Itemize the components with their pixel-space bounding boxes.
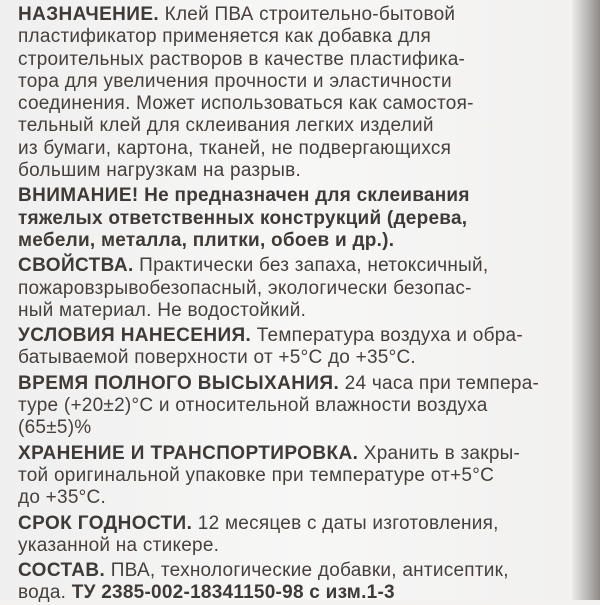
section-heading: ВРЕМЯ ПОЛНОГО ВЫСЫХАНИЯ. xyxy=(18,372,340,394)
section-warning xyxy=(18,185,560,252)
section-shelf-life xyxy=(18,513,560,558)
section-heading: НАЗНАЧЕНИЕ. xyxy=(18,4,160,25)
spec-code: ТУ 2385-002-18341150-98 с изм.1-3 xyxy=(66,582,395,604)
text-line xyxy=(18,325,560,347)
section-text: Температура воздуха и обра- xyxy=(251,325,523,347)
warning-text: тяжелых ответственных конструкций (дерева, xyxy=(18,207,468,229)
text-line: пожаровзрывобезопасный, экологически безопас- xyxy=(18,277,472,299)
text-line xyxy=(18,255,560,277)
text-line: указанной на стикере. xyxy=(18,534,220,556)
section-heading: ВНИМАНИЕ! xyxy=(18,185,139,207)
section-composition xyxy=(18,560,560,605)
text-line: ный материал. Не водостойкий. xyxy=(18,299,307,321)
text-line xyxy=(18,373,560,395)
text-line: строительных растворов в качестве пластифика- xyxy=(18,48,466,70)
text-line: пластификатор применяется как добавка для xyxy=(18,26,432,48)
package-edge-shadow xyxy=(572,0,600,600)
text-line: из бумаги, картона, тканей, не подвергающихся xyxy=(18,137,452,159)
text-line: большим нагрузкам на разрыв. xyxy=(18,160,301,182)
text-line xyxy=(18,443,560,465)
text-line: тельный клей для склеивания легких изделий xyxy=(18,115,434,137)
warning-text: мебели, металла, плитки, обоев и др.). xyxy=(18,229,395,251)
text-line xyxy=(18,185,560,207)
section-heading: СРОК ГОДНОСТИ. xyxy=(18,512,193,534)
section-storage xyxy=(18,443,560,510)
text-line: туре (+20±2)°С и относительной влажности воздуха xyxy=(18,395,488,417)
section-heading: УСЛОВИЯ НАНЕСЕНИЯ. xyxy=(18,325,252,347)
section-text: 12 месяцев с даты изготовления, xyxy=(192,512,499,534)
warning-text: Не предназначен для склеивания xyxy=(138,185,470,207)
section-text: Практически без запаха, нетоксичный, xyxy=(133,255,489,277)
section-text: Клей ПВА строительно-бытовой xyxy=(159,4,456,25)
text-line: батываемой поверхности от +5°С до +35°С. xyxy=(18,347,416,369)
text-line xyxy=(18,4,560,26)
text-line: (65±5)% xyxy=(18,417,92,439)
section-heading: СОСТАВ. xyxy=(18,560,106,582)
text-line xyxy=(18,582,560,604)
section-heading: ХРАНЕНИЕ И ТРАНСПОРТИРОВКА. xyxy=(18,442,359,464)
section-drying xyxy=(18,373,560,440)
section-properties xyxy=(18,255,560,322)
text-line xyxy=(18,513,560,535)
text-line: тора для увеличения прочности и эластичности xyxy=(18,70,452,92)
text-line xyxy=(18,560,560,582)
section-text: 24 часа при темпера- xyxy=(339,372,540,394)
section-text: вода. xyxy=(18,582,67,604)
text-line: до +35°С. xyxy=(18,487,107,509)
section-application xyxy=(18,325,560,370)
section-heading: СВОЙСТВА. xyxy=(18,255,134,277)
section-text: ПВА, технологические добавки, антисептик, xyxy=(105,560,509,582)
text-line: соединения. Может использоваться как самостоя- xyxy=(18,93,474,115)
section-text: Хранить в закры- xyxy=(358,442,521,464)
section-purpose xyxy=(18,4,560,182)
text-line: той оригинальной упаковке при температуре от+5°С xyxy=(18,464,495,486)
